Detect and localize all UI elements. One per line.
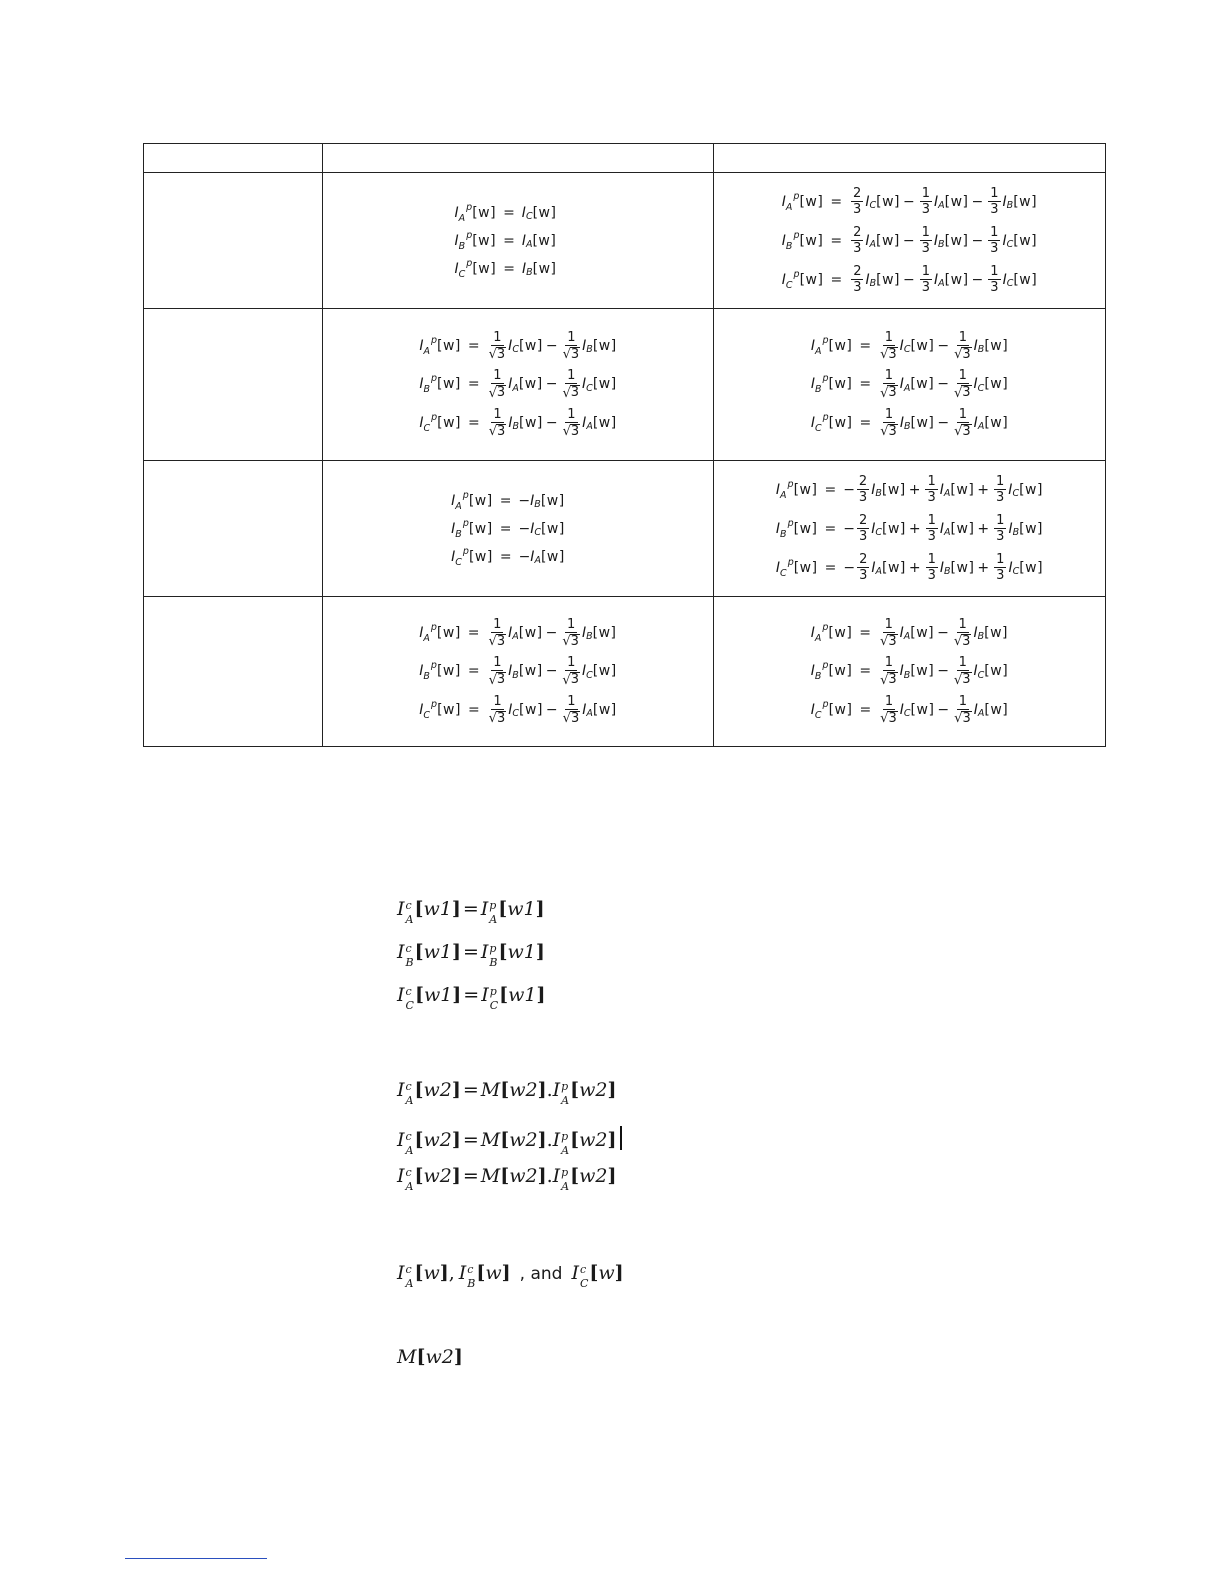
row-label-cell — [144, 309, 322, 460]
equation-list: I c A [ w ] , I c B [ w ] , and I c C [ w ] — [397, 1262, 624, 1290]
equation: I A p [w] = 1 √ 3 I A [w] − 1 √ 3 I B [w] — [810, 616, 1008, 650]
equation: I B p [w] = 1 √ 3 I B [w] − 1 √ 3 I C [w] — [810, 655, 1009, 688]
equation: I B p [w] = 1 √ 3 I A [w] − 1 √ 3 I C [w] — [810, 368, 1009, 401]
equation-w1-c: I c C [ w1 ] = I p C [ w1 ] — [397, 984, 546, 1012]
equation: I A p [w] = 1 √ 3 I C [w] − 1 √ 3 I B [w] — [810, 329, 1009, 363]
row3-right-cell — [714, 461, 1105, 596]
equation: I B p [w] = 1 √ 3 I B [w] − 1 √ 3 I C [w] — [419, 655, 617, 688]
row4-right-cell — [714, 597, 1105, 746]
header-cell — [714, 144, 1105, 172]
equation: I A p [w] = I C [w] — [454, 201, 557, 224]
equation: I B p [w] = I A [w] — [454, 229, 557, 252]
row-label-cell — [144, 597, 322, 746]
equation: I C p [w] = − I A [w] — [451, 545, 565, 568]
equation: I C p [w] = 1 √ 3 I B [w] − 1 √ 3 I A [w] — [419, 406, 617, 440]
equation: I B p [w] = 1 √ 3 I A [w] − 1 √ 3 I C [w] — [419, 368, 617, 401]
equation: I C p [w] = 1 √ 3 I B [w] − 1 √ 3 I A [w] — [810, 406, 1009, 440]
equation: I A p [w] = − I B [w] — [451, 489, 565, 512]
header-cell — [323, 144, 713, 172]
footnote-rule — [125, 1558, 267, 1559]
equation: I C p [w] = 1 √ 3 I C [w] − 1 √ 3 I A [w] — [810, 693, 1009, 727]
equation: I C p [w] = I B [w] — [454, 257, 557, 280]
row-label-cell — [144, 461, 322, 596]
equation-m: M [ w2 ] — [397, 1346, 463, 1368]
row2-left-cell — [323, 309, 713, 460]
row1-left-cell — [323, 173, 713, 308]
formula-table — [143, 143, 1106, 747]
equation-w1-b: I c B [ w1 ] = I p B [ w1 ] — [397, 941, 545, 969]
row3-left-cell — [323, 461, 713, 596]
equation-w2-c: I c A [ w2 ] = M [ w2 ] . I p A [ w2 ] — [397, 1165, 617, 1193]
equation: I B p [w] = $\frac{2}{3}$ I A [w] − $\frac{1}{3}$ I B [w] − $\frac{1}{3}$ I C [w] — [781, 225, 1038, 256]
equation: I C p [w] = − $\frac{2}{3}$ I A [w] + $\frac{1}{3}$ I B [w] + $\frac{1}{3}$ I C [w] — [775, 552, 1044, 583]
equation-w2-a: I c A [ w2 ] = M [ w2 ] . I p A [ w2 ] — [397, 1079, 617, 1107]
equation: I B p [w] = − I C [w] — [451, 517, 565, 540]
equation: I B p [w] = − $\frac{2}{3}$ I C [w] + $\frac{1}{3}$ I A [w] + $\frac{1}{3}$ I B [w] — [775, 513, 1043, 544]
equation-w2-b: I c A [ w2 ] = M [ w2 ] . I p A [ w2 ] — [397, 1122, 622, 1158]
equation: I A p [w] = 1 √ 3 I C [w] − 1 √ 3 I B [w] — [419, 329, 617, 363]
equation: I A p [w] = 1 √ 3 I A [w] − 1 √ 3 I B [w] — [419, 616, 617, 650]
header-cell — [144, 144, 322, 172]
equation: I A p [w] = $\frac{2}{3}$ I C [w] − $\frac{1}{3}$ I A [w] − $\frac{1}{3}$ I B [w] — [781, 186, 1038, 217]
row2-right-cell — [714, 309, 1105, 460]
equation: I C p [w] = 1 √ 3 I C [w] − 1 √ 3 I A [w] — [419, 693, 617, 727]
equation: I C p [w] = $\frac{2}{3}$ I B [w] − $\frac{1}{3}$ I A [w] − $\frac{1}{3}$ I C [w] — [781, 264, 1038, 295]
equation: I A p [w] = − $\frac{2}{3}$ I B [w] + $\frac{1}{3}$ I A [w] + $\frac{1}{3}$ I C [w] — [775, 474, 1043, 505]
row-label-cell — [144, 173, 322, 308]
equation-w1-a: I c A [ w1 ] = I p A [ w1 ] — [397, 898, 545, 926]
row1-right-cell — [714, 173, 1105, 308]
text-cursor — [620, 1126, 622, 1150]
row4-left-cell — [323, 597, 713, 746]
